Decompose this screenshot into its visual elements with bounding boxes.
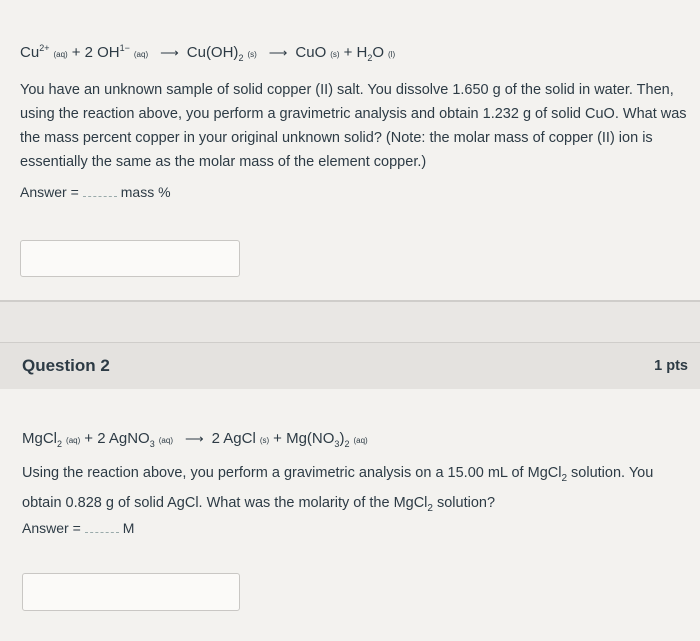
question-title: Question 2 <box>22 356 110 375</box>
text-part: solution? <box>432 494 496 511</box>
text-part: Using the reaction above, you perform a gravimetric analysis on a 15.00 mL of MgCl <box>22 465 562 481</box>
answer-unit: mass % <box>120 184 171 200</box>
answer-input[interactable] <box>22 573 240 611</box>
eq-subscript: 2 <box>344 439 350 449</box>
eq-state: (aq) <box>158 436 173 445</box>
eq-term: + H <box>343 44 368 61</box>
text-subscript: 2 <box>561 472 568 484</box>
question-points: 1 pts <box>654 358 688 374</box>
reaction-equation <box>20 43 399 63</box>
eq-charge: 1− <box>119 43 130 53</box>
reaction-equation <box>22 430 372 449</box>
eq-state: (aq) <box>133 50 149 59</box>
eq-state: (s) <box>259 436 270 445</box>
eq-subscript: 3 <box>334 439 340 449</box>
text-subscript: 2 <box>427 502 433 514</box>
eq-subscript: 2 <box>367 53 373 63</box>
reaction-arrow: ⟶ <box>160 45 179 60</box>
eq-state: (aq) <box>53 50 68 59</box>
eq-subscript: 2 <box>238 53 244 63</box>
eq-subscript: 3 <box>149 439 155 449</box>
eq-term: Cu <box>20 44 40 61</box>
answer-input[interactable] <box>20 240 240 277</box>
eq-state: (s) <box>247 50 257 59</box>
text-part: solution. You obtain 0.828 g of solid AgCl. What was the molarity of the MgCl <box>22 465 654 511</box>
eq-term: Cu(OH) <box>186 44 239 61</box>
eq-term: MgCl <box>22 430 58 447</box>
eq-term: + 2 OH <box>71 44 120 61</box>
answer-line <box>22 520 134 536</box>
eq-state: (aq) <box>66 436 81 445</box>
question-2-body <box>0 389 700 641</box>
eq-term: ) <box>339 430 345 447</box>
answer-blank <box>83 196 117 197</box>
eq-term: O <box>372 44 385 61</box>
eq-state: (s) <box>330 50 340 59</box>
question-2-text <box>22 461 688 521</box>
answer-blank <box>85 532 119 533</box>
eq-term: + 2 AgNO <box>84 430 150 447</box>
eq-state: (aq) <box>353 436 368 445</box>
answer-label: Answer = <box>22 520 81 536</box>
answer-label: Answer = <box>20 184 79 200</box>
eq-term: CuO <box>295 44 327 61</box>
eq-term: 2 AgCl <box>211 430 256 447</box>
reaction-arrow: ⟶ <box>268 45 288 60</box>
eq-term: + Mg(NO <box>273 430 335 447</box>
eq-charge: 2+ <box>39 43 50 53</box>
reaction-arrow: ⟶ <box>184 431 204 446</box>
eq-state: (l) <box>388 50 396 59</box>
question-1-panel <box>0 0 700 302</box>
answer-line <box>20 184 171 200</box>
question-2-header <box>0 342 700 390</box>
answer-unit: M <box>122 520 135 536</box>
question-1-text: You have an unknown sample of solid copper (II) salt. You dissolve 1.650 g of the solid in water. Then, using the reaction above, you perform a gravimetric analysis and obtain 1.232 g of solid CuO. What was the mass percent copper in your original unknown solid? (Note: the molar mass of copper (II) ion is essentially the same as the molar mass of the element copper.) <box>20 82 687 170</box>
eq-subscript: 2 <box>57 439 63 449</box>
